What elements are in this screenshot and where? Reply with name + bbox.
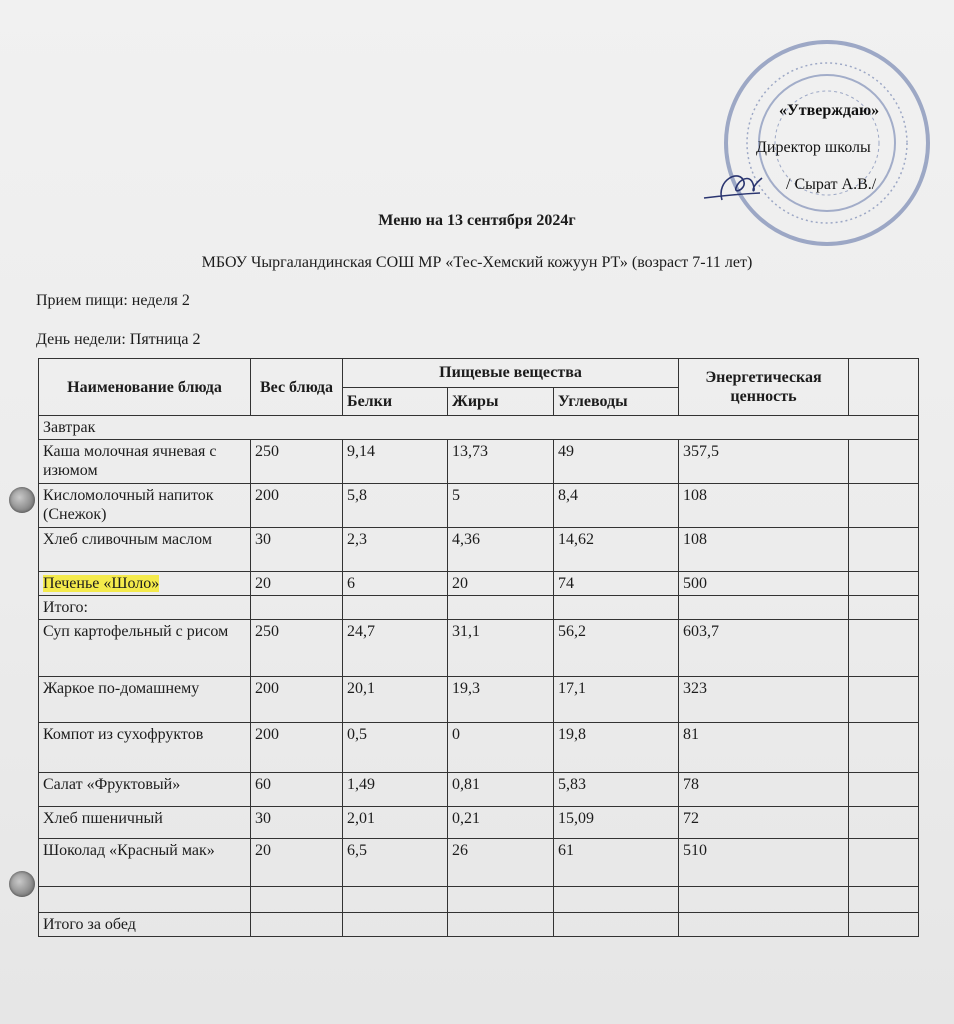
section-breakfast: Завтрак — [39, 416, 919, 440]
dish-name — [39, 572, 251, 596]
empty-cell — [849, 528, 919, 572]
dish-name: Хлеб пшеничный — [39, 807, 251, 839]
dish-carbs: 61 — [554, 839, 679, 887]
header-nutrients: Пищевые вещества — [343, 359, 679, 388]
dish-energy: 78 — [679, 773, 849, 807]
dish-carbs: 8,4 — [554, 484, 679, 528]
dish-name: Суп картофельный с рисом — [39, 620, 251, 677]
table-row — [39, 572, 919, 596]
weekday-info: День недели: Пятница 2 — [36, 331, 201, 348]
dish-protein: 2,01 — [343, 807, 448, 839]
total-row — [39, 596, 919, 620]
dish-energy: 510 — [679, 839, 849, 887]
empty-cell — [849, 620, 919, 677]
dish-carbs: 56,2 — [554, 620, 679, 677]
dish-fat: 31,1 — [448, 620, 554, 677]
table-row — [39, 773, 919, 807]
document-title: Меню на 13 сентября 2024г — [378, 212, 576, 229]
dish-name: Жаркое по-домашнему — [39, 677, 251, 723]
school-name: МБОУ Чыргаландинская СОШ МР «Тес-Хемский кожуун РТ» (возраст 7-11 лет) — [201, 254, 753, 271]
dish-protein: 24,7 — [343, 620, 448, 677]
table-row — [39, 839, 919, 887]
table-row — [39, 807, 919, 839]
table-row — [39, 620, 919, 677]
dish-fat: 26 — [448, 839, 554, 887]
empty-cell — [849, 440, 919, 484]
dish-protein: 5,8 — [343, 484, 448, 528]
dish-weight: 200 — [251, 723, 343, 773]
approval-title: «Утверждаю» — [779, 102, 880, 119]
dish-name: Шоколад «Красный мак» — [39, 839, 251, 887]
dish-carbs: 19,8 — [554, 723, 679, 773]
header-weight: Вес блюда — [251, 359, 343, 416]
dish-name: Хлеб сливочным маслом — [39, 528, 251, 572]
dish-name: Салат «Фруктовый» — [39, 773, 251, 807]
dish-weight: 20 — [251, 839, 343, 887]
header-row — [39, 359, 919, 388]
dish-protein: 1,49 — [343, 773, 448, 807]
empty-cell — [849, 807, 919, 839]
dish-name: Кисломолочный напиток (Снежок) — [39, 484, 251, 528]
empty-cell — [849, 723, 919, 773]
dish-fat: 0 — [448, 723, 554, 773]
lunch-total-label: Итого за обед — [39, 913, 251, 937]
dish-carbs: 74 — [554, 572, 679, 596]
total-label: Итого: — [39, 596, 251, 620]
dish-fat: 13,73 — [448, 440, 554, 484]
dish-weight: 30 — [251, 807, 343, 839]
section-breakfast-row — [39, 416, 919, 440]
header-fat: Жиры — [448, 387, 554, 416]
empty-cell — [849, 839, 919, 887]
dish-protein: 0,5 — [343, 723, 448, 773]
header-protein: Белки — [343, 387, 448, 416]
table-row — [39, 723, 919, 773]
table-row — [39, 528, 919, 572]
dish-carbs: 14,62 — [554, 528, 679, 572]
punch-hole-bottom — [9, 871, 35, 897]
dish-weight: 200 — [251, 677, 343, 723]
dish-energy: 323 — [679, 677, 849, 723]
header-name: Наименование блюда — [39, 359, 251, 416]
lunch-total-row — [39, 913, 919, 937]
dish-energy: 357,5 — [679, 440, 849, 484]
dish-fat: 0,21 — [448, 807, 554, 839]
dish-weight: 250 — [251, 440, 343, 484]
menu-table — [38, 358, 919, 937]
approval-position: Директор школы — [756, 139, 871, 156]
dish-protein: 6 — [343, 572, 448, 596]
table-row — [39, 440, 919, 484]
dish-carbs: 49 — [554, 440, 679, 484]
dish-energy: 108 — [679, 528, 849, 572]
dish-weight: 200 — [251, 484, 343, 528]
dish-fat: 4,36 — [448, 528, 554, 572]
dish-fat: 20 — [448, 572, 554, 596]
punch-hole-top — [9, 487, 35, 513]
dish-fat: 19,3 — [448, 677, 554, 723]
header-energy: Энергетическая ценность — [679, 359, 849, 416]
dish-name: Каша молочная ячневая с изюмом — [39, 440, 251, 484]
dish-protein: 9,14 — [343, 440, 448, 484]
dish-fat: 0,81 — [448, 773, 554, 807]
director-signature-icon — [700, 160, 780, 210]
dish-energy: 81 — [679, 723, 849, 773]
dish-energy: 500 — [679, 572, 849, 596]
dish-name: Компот из сухофруктов — [39, 723, 251, 773]
empty-cell — [849, 572, 919, 596]
dish-fat: 5 — [448, 484, 554, 528]
empty-cell — [849, 484, 919, 528]
dish-energy: 72 — [679, 807, 849, 839]
dish-carbs: 15,09 — [554, 807, 679, 839]
dish-carbs: 5,83 — [554, 773, 679, 807]
empty-cell — [849, 677, 919, 723]
dish-weight: 250 — [251, 620, 343, 677]
dish-energy: 603,7 — [679, 620, 849, 677]
approval-signature: / Сырат А.В./ — [786, 176, 877, 193]
dish-protein: 20,1 — [343, 677, 448, 723]
header-carbs: Углеводы — [554, 387, 679, 416]
table-row — [39, 484, 919, 528]
meal-info: Прием пищи: неделя 2 — [36, 292, 190, 309]
highlighted-dish-name: Печенье «Шоло» — [43, 575, 160, 592]
dish-weight: 60 — [251, 773, 343, 807]
dish-weight: 30 — [251, 528, 343, 572]
empty-cell — [849, 773, 919, 807]
table-row — [39, 677, 919, 723]
dish-carbs: 17,1 — [554, 677, 679, 723]
dish-protein: 2,3 — [343, 528, 448, 572]
dish-weight: 20 — [251, 572, 343, 596]
header-empty — [849, 359, 919, 416]
empty-row — [39, 887, 919, 913]
dish-protein: 6,5 — [343, 839, 448, 887]
dish-energy: 108 — [679, 484, 849, 528]
